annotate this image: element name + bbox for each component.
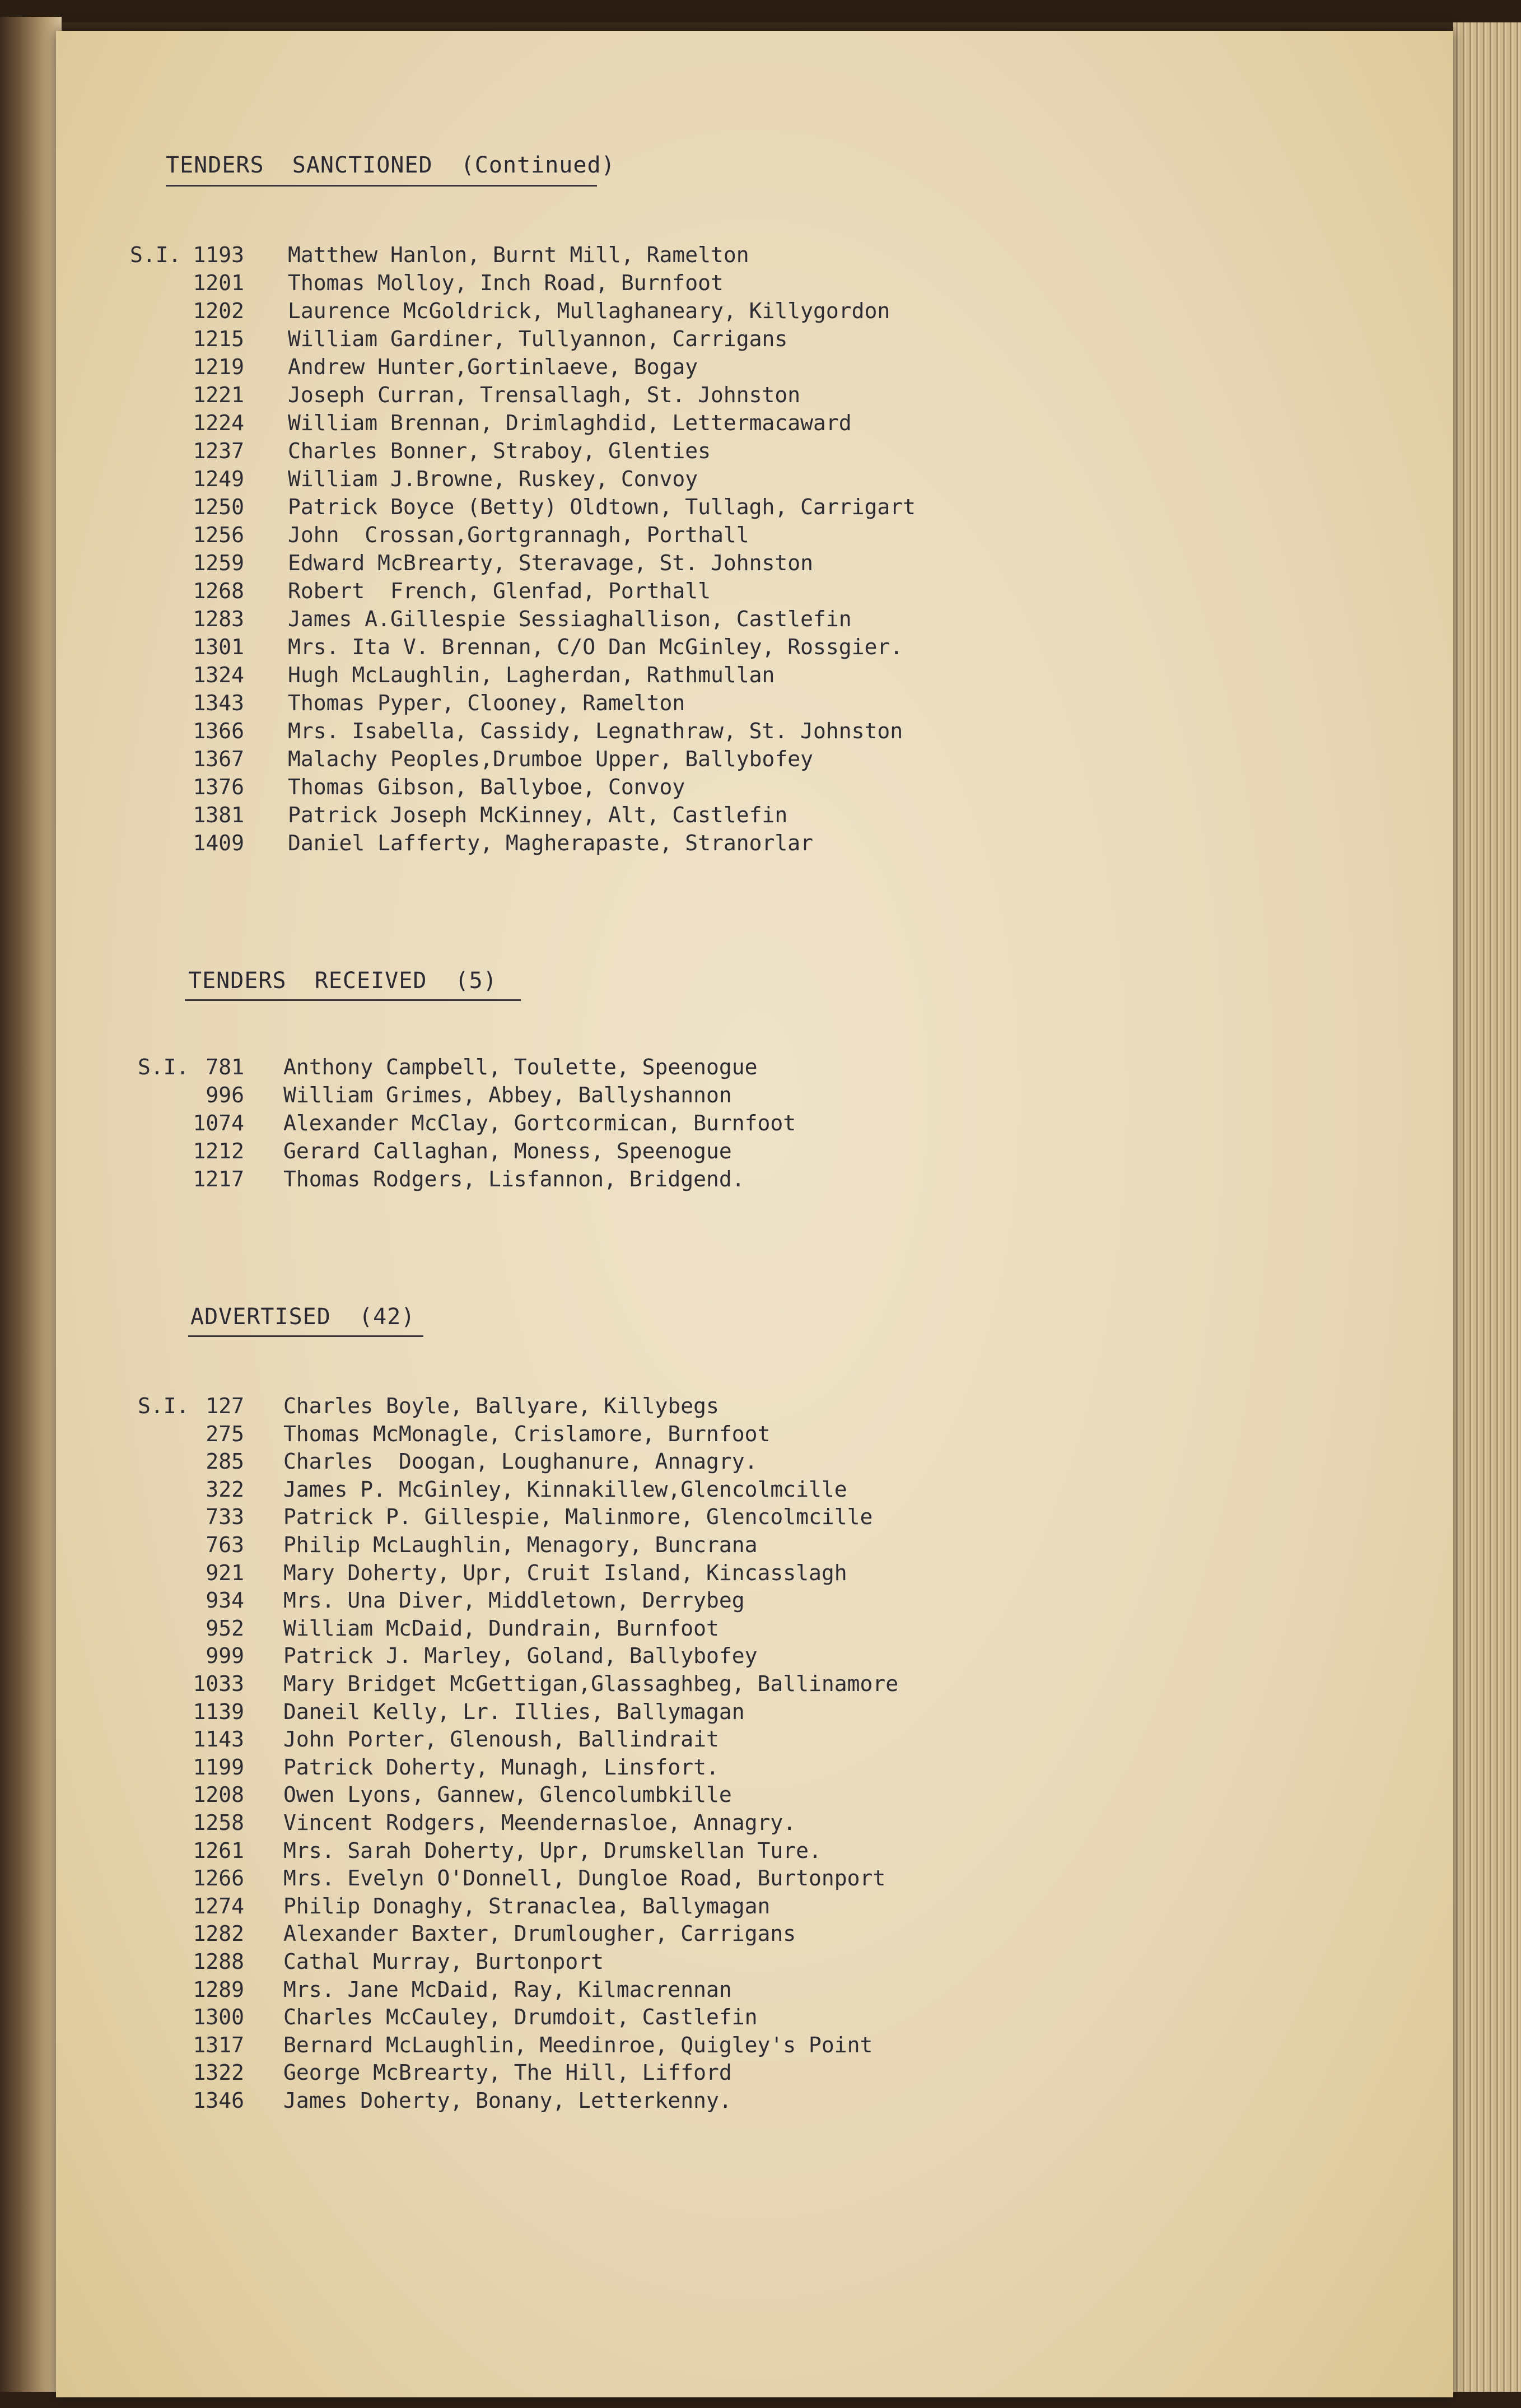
list-item xyxy=(0,2086,1064,2114)
entry-text: Mrs. Una Diver, Middletown, Derrybeg xyxy=(283,1588,745,1613)
entry-text: Charles Boyle, Ballyare, Killybegs xyxy=(283,1394,719,1418)
entry-text: Joseph Curran, Trensallagh, St. Johnston xyxy=(288,383,801,407)
list-item xyxy=(0,1864,1064,1892)
entry-text: Gerard Callaghan, Moness, Speenogue xyxy=(283,1139,732,1163)
entry-number: 1259 xyxy=(193,551,244,575)
entry-text: Vincent Rodgers, Meendernasloe, Annagry. xyxy=(283,1810,796,1835)
entry-text: Thomas Pyper, Clooney, Ramelton xyxy=(288,691,685,715)
entry-number: 952 xyxy=(206,1615,244,1641)
entry-text: Charles Bonner, Straboy, Glenties xyxy=(288,439,711,463)
section-heading-advertised: ADVERTISED (42) xyxy=(190,1304,416,1330)
entry-number: 1366 xyxy=(193,719,244,743)
list-item xyxy=(0,1392,1064,1420)
entry-number: 322 xyxy=(206,1477,244,1502)
entry-text: Patrick J. Marley, Goland, Ballybofey xyxy=(283,1643,758,1669)
entry-number: 1376 xyxy=(193,775,244,799)
entry-text: Philip McLaughlin, Menagory, Buncrana xyxy=(283,1533,758,1557)
section-heading-tenders-received: TENDERS RECEIVED (5) xyxy=(188,968,497,994)
entry-number: 1237 xyxy=(193,439,244,463)
entry-number: 1288 xyxy=(193,1949,244,1974)
list-item xyxy=(0,353,1064,381)
entry-number: 1143 xyxy=(193,1727,244,1752)
entry-number: 1256 xyxy=(193,523,244,547)
entry-text: Alexander Baxter, Drumlougher, Carrigans xyxy=(283,1921,796,1946)
entry-text: Edward McBrearty, Steravage, St. Johnston xyxy=(288,551,813,575)
entry-text: Mrs. Jane McDaid, Ray, Kilmacrennan xyxy=(283,1977,732,2002)
entry-number: 1250 xyxy=(193,495,244,519)
entry-text: Patrick Boyce (Betty) Oldtown, Tullagh, Carrigart xyxy=(288,495,916,519)
entry-text: Laurence McGoldrick, Mullaghaneary, Killygordon xyxy=(288,299,890,323)
entry-number: 1268 xyxy=(193,579,244,603)
list-item xyxy=(0,829,1064,857)
list-item xyxy=(0,689,1064,717)
entry-text: Owen Lyons, Gannew, Glencolumbkille xyxy=(283,1782,732,1808)
list-item xyxy=(0,465,1064,493)
entry-text: Anthony Campbell, Toulette, Speenogue xyxy=(283,1055,758,1079)
book-top-edge xyxy=(0,0,1521,22)
heading-underline xyxy=(188,1335,423,1337)
entry-number: 1074 xyxy=(193,1111,244,1135)
entry-number: 1217 xyxy=(193,1167,244,1191)
entry-text: George McBrearty, The Hill, Lifford xyxy=(283,2060,732,2085)
list-item xyxy=(0,1559,1064,1587)
entry-number: 1261 xyxy=(193,1838,244,1863)
entry-number: 1208 xyxy=(193,1782,244,1808)
entry-text: Mary Bridget McGettigan,Glassaghbeg, Ballinamore xyxy=(283,1671,899,1696)
entry-text: Bernard McLaughlin, Meedinroe, Quigley's Point xyxy=(283,2032,873,2057)
entry-number: 1201 xyxy=(193,271,244,295)
entry-number: 763 xyxy=(206,1533,244,1557)
entry-number: 127 xyxy=(206,1394,244,1418)
list-item xyxy=(0,2003,1064,2031)
entry-number: 1346 xyxy=(193,2088,244,2113)
entry-number: 781 xyxy=(206,1055,244,1079)
entry-text: Hugh McLaughlin, Lagherdan, Rathmullan xyxy=(288,663,775,687)
page-stack-edge xyxy=(1453,22,1521,2408)
list-item xyxy=(0,1948,1064,1976)
entry-number: 921 xyxy=(206,1560,244,1585)
entry-number: 733 xyxy=(206,1505,244,1530)
list-item xyxy=(0,1165,1064,1193)
entry-number: 934 xyxy=(206,1588,244,1613)
list-item xyxy=(0,1475,1064,1503)
list-item xyxy=(0,661,1064,689)
entry-number: 1258 xyxy=(193,1810,244,1835)
list-item xyxy=(0,1753,1064,1781)
entry-text: Malachy Peoples,Drumboe Upper, Ballybofey xyxy=(288,747,813,771)
entry-number: 1266 xyxy=(193,1866,244,1891)
entry-number: 1381 xyxy=(193,803,244,827)
entry-text: William J.Browne, Ruskey, Convoy xyxy=(288,467,698,491)
entry-text: Thomas Molloy, Inch Road, Burnfoot xyxy=(288,271,724,295)
list-item xyxy=(0,1420,1064,1448)
list-item xyxy=(0,745,1064,773)
entry-text: William McDaid, Dundrain, Burnfoot xyxy=(283,1615,719,1641)
list-item xyxy=(0,269,1064,297)
entry-text: Daniel Lafferty, Magherapaste, Stranorlar xyxy=(288,831,813,855)
entry-number: 1289 xyxy=(193,1977,244,2002)
list-item xyxy=(0,381,1064,409)
entry-number: 1317 xyxy=(193,2032,244,2057)
entry-text: Charles Doogan, Loughanure, Annagry. xyxy=(283,1449,758,1474)
entry-text: Robert French, Glenfad, Porthall xyxy=(288,579,711,603)
entry-text: Thomas Gibson, Ballyboe, Convoy xyxy=(288,775,685,799)
list-item xyxy=(0,633,1064,661)
list-item xyxy=(0,549,1064,577)
entry-number: 1219 xyxy=(193,355,244,379)
list-item xyxy=(0,1642,1064,1670)
list-item xyxy=(0,1976,1064,2004)
entry-number: 1215 xyxy=(193,327,244,351)
list-item xyxy=(0,717,1064,745)
list-item xyxy=(0,1837,1064,1865)
entry-text: John Crossan,Gortgrannagh, Porthall xyxy=(288,523,749,547)
entry-number: 1212 xyxy=(193,1139,244,1163)
entry-number: 285 xyxy=(206,1449,244,1474)
entry-number: 1409 xyxy=(193,831,244,855)
entry-number: 1193 xyxy=(193,243,244,267)
entry-number: 1283 xyxy=(193,607,244,631)
si-prefix: S.I. xyxy=(138,1055,189,1079)
si-prefix: S.I. xyxy=(138,1394,189,1418)
entry-text: Mrs. Isabella, Cassidy, Legnathraw, St. Johnston xyxy=(288,719,903,743)
entry-number: 1343 xyxy=(193,691,244,715)
entry-number: 1282 xyxy=(193,1921,244,1946)
entry-text: Charles McCauley, Drumdoit, Castlefin xyxy=(283,2005,758,2030)
heading-underline xyxy=(185,999,521,1001)
list-item xyxy=(0,1614,1064,1642)
entry-text: William Brennan, Drimlaghdid, Lettermacaward xyxy=(288,411,852,435)
entry-text: William Grimes, Abbey, Ballyshannon xyxy=(283,1083,732,1107)
list-item xyxy=(0,521,1064,549)
list-item xyxy=(0,801,1064,829)
entry-text: Philip Donaghy, Stranaclea, Ballymagan xyxy=(283,1893,771,1918)
entry-text: Patrick P. Gillespie, Malinmore, Glencolmcille xyxy=(283,1505,873,1530)
entry-number: 1202 xyxy=(193,299,244,323)
list-item xyxy=(0,1081,1064,1109)
list-item xyxy=(0,409,1064,437)
entry-number: 1199 xyxy=(193,1754,244,1780)
entry-number: 1221 xyxy=(193,383,244,407)
list-item xyxy=(0,773,1064,801)
list-item xyxy=(0,1698,1064,1726)
list-item xyxy=(0,1725,1064,1753)
list-item xyxy=(0,1670,1064,1698)
section-heading-tenders-sanctioned: TENDERS SANCTIONED (Continued) xyxy=(166,152,615,178)
entry-text: Cathal Murray, Burtonport xyxy=(283,1949,604,1974)
entry-text: James P. McGinley, Kinnakillew,Glencolmcille xyxy=(283,1477,847,1502)
entry-number: 1300 xyxy=(193,2005,244,2030)
entry-text: Patrick Joseph McKinney, Alt, Castlefin xyxy=(288,803,788,827)
list-item xyxy=(0,1137,1064,1165)
entry-number: 996 xyxy=(206,1083,244,1107)
list-item xyxy=(0,1531,1064,1559)
entry-text: Mrs. Ita V. Brennan, C/O Dan McGinley, Rossgier. xyxy=(288,635,903,659)
list-item xyxy=(0,325,1064,353)
list-item xyxy=(0,493,1064,521)
entry-number: 1249 xyxy=(193,467,244,491)
entry-number: 1224 xyxy=(193,411,244,435)
entry-text: Thomas Rodgers, Lisfannon, Bridgend. xyxy=(283,1167,745,1191)
entry-number: 1033 xyxy=(193,1671,244,1696)
list-item xyxy=(0,1586,1064,1614)
entry-text: Patrick Doherty, Munagh, Linsfort. xyxy=(283,1754,719,1780)
entry-text: Daneil Kelly, Lr. Illies, Ballymagan xyxy=(283,1699,745,1724)
entry-number: 1324 xyxy=(193,663,244,687)
entry-text: Mrs. Sarah Doherty, Upr, Drumskellan Ture. xyxy=(283,1838,822,1863)
list-item xyxy=(0,2058,1064,2086)
list-item xyxy=(0,1892,1064,1920)
entry-number: 1139 xyxy=(193,1699,244,1724)
entry-number: 1274 xyxy=(193,1893,244,1918)
entry-number: 999 xyxy=(206,1643,244,1669)
list-item xyxy=(0,1447,1064,1475)
list-item xyxy=(0,577,1064,605)
entry-text: William Gardiner, Tullyannon, Carrigans xyxy=(288,327,788,351)
entry-text: Thomas McMonagle, Crislamore, Burnfoot xyxy=(283,1421,771,1446)
list-item xyxy=(0,605,1064,633)
list-item xyxy=(0,1053,1064,1081)
entry-number: 1322 xyxy=(193,2060,244,2085)
entry-number: 1367 xyxy=(193,747,244,771)
entry-text: James Doherty, Bonany, Letterkenny. xyxy=(283,2088,732,2113)
entry-text: Mrs. Evelyn O'Donnell, Dungloe Road, Burtonport xyxy=(283,1866,886,1891)
list-item xyxy=(0,2031,1064,2059)
list-item xyxy=(0,241,1064,269)
entry-text: James A.Gillespie Sessiaghallison, Castlefin xyxy=(288,607,852,631)
list-item xyxy=(0,1503,1064,1531)
list-item xyxy=(0,1809,1064,1837)
entry-text: Matthew Hanlon, Burnt Mill, Ramelton xyxy=(288,243,749,267)
list-item xyxy=(0,1920,1064,1948)
entry-text: Mary Doherty, Upr, Cruit Island, Kincasslagh xyxy=(283,1560,847,1585)
entry-number: 1301 xyxy=(193,635,244,659)
list-item xyxy=(0,437,1064,465)
heading-underline xyxy=(166,185,597,187)
entry-text: John Porter, Glenoush, Ballindrait xyxy=(283,1727,719,1752)
list-item xyxy=(0,1109,1064,1137)
entry-text: Alexander McClay, Gortcormican, Burnfoot xyxy=(283,1111,796,1135)
list-item xyxy=(0,1781,1064,1809)
list-item xyxy=(0,297,1064,325)
entry-number: 275 xyxy=(206,1421,244,1446)
entry-text: Andrew Hunter,Gortinlaeve, Bogay xyxy=(288,355,698,379)
si-prefix: S.I. xyxy=(130,243,181,267)
